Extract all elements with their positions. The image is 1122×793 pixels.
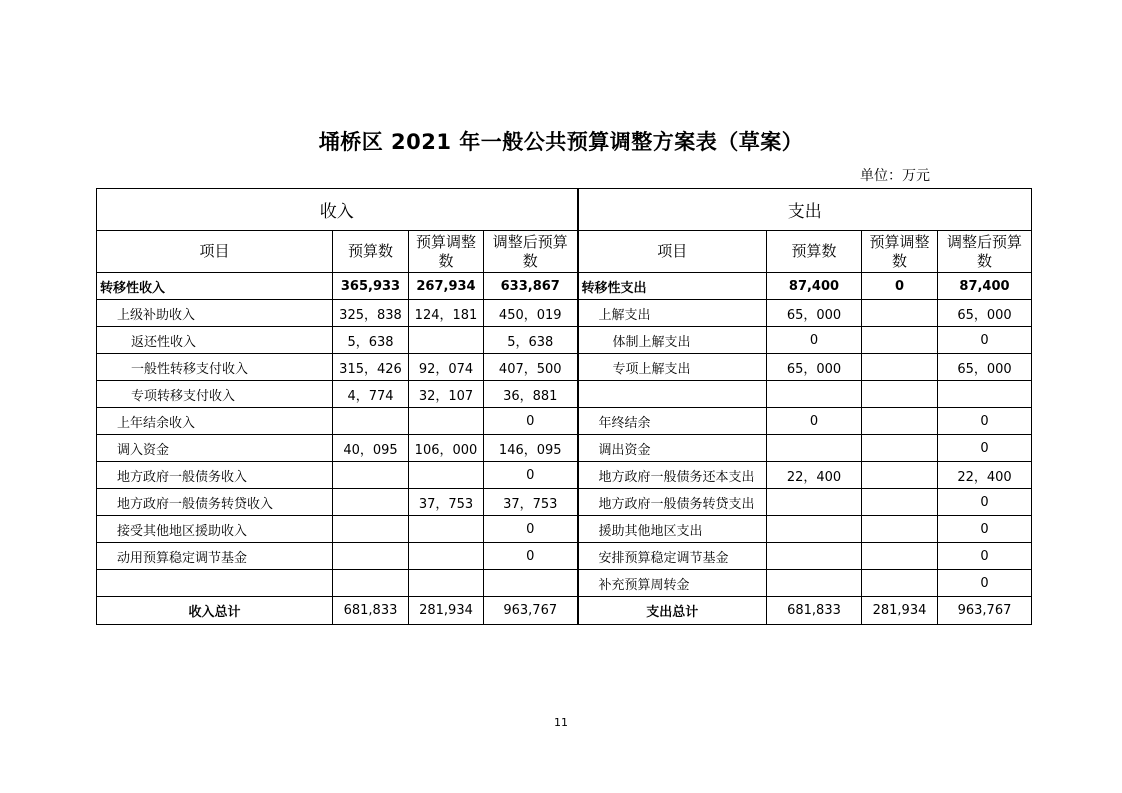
expense-item: 体制上解支出 <box>578 327 767 354</box>
table-row <box>97 381 1032 408</box>
income-budget <box>333 543 409 570</box>
expense-budget <box>767 543 862 570</box>
expense-after: 65，000 <box>938 354 1032 381</box>
income-after: 5，638 <box>484 327 578 354</box>
income-after: 36，881 <box>484 381 578 408</box>
income-item: 专项转移支付收入 <box>97 381 333 408</box>
income-total-label: 收入总计 <box>97 597 333 625</box>
table-row <box>97 354 1032 381</box>
expense-after: 87,400 <box>938 273 1032 300</box>
income-item: 转移性收入 <box>97 273 333 300</box>
expense-budget: 22，400 <box>767 462 862 489</box>
expense-item: 年终结余 <box>578 408 767 435</box>
expense-budget <box>767 489 862 516</box>
expense-item: 专项上解支出 <box>578 354 767 381</box>
expense-budget: 65，000 <box>767 354 862 381</box>
income-item: 接受其他地区援助收入 <box>97 516 333 543</box>
expense-after: 0 <box>938 543 1032 570</box>
income-adjust: 37，753 <box>409 489 484 516</box>
table-row <box>97 408 1032 435</box>
income-adjust <box>409 543 484 570</box>
table-row <box>97 543 1032 570</box>
income-budget: 5，638 <box>333 327 409 354</box>
income-total-adjust: 281,934 <box>409 597 484 625</box>
income-budget-header: 预算数 <box>333 231 409 273</box>
expense-adjust <box>862 300 938 327</box>
expense-adjust <box>862 354 938 381</box>
income-after-header: 调整后预算数 <box>484 231 578 273</box>
expense-budget <box>767 570 862 597</box>
income-budget <box>333 570 409 597</box>
table-row <box>97 462 1032 489</box>
total-row <box>97 597 1032 625</box>
table-row <box>97 489 1032 516</box>
expense-budget <box>767 381 862 408</box>
expense-item: 地方政府一般债务还本支出 <box>578 462 767 489</box>
expense-budget <box>767 516 862 543</box>
income-after: 0 <box>484 543 578 570</box>
table-row <box>97 327 1032 354</box>
income-after: 633,867 <box>484 273 578 300</box>
income-after: 0 <box>484 516 578 543</box>
income-item: 上年结余收入 <box>97 408 333 435</box>
income-item <box>97 570 333 597</box>
expense-item: 转移性支出 <box>578 273 767 300</box>
expense-adjust: 0 <box>862 273 938 300</box>
expense-adjust-header: 预算调整数 <box>862 231 938 273</box>
page-title: 埇桥区 2021 年一般公共预算调整方案表（草案） <box>318 130 804 154</box>
income-adjust: 32，107 <box>409 381 484 408</box>
expense-budget: 0 <box>767 408 862 435</box>
budget-table <box>96 188 1032 625</box>
expense-item: 安排预算稳定调节基金 <box>578 543 767 570</box>
income-item: 一般性转移支付收入 <box>97 354 333 381</box>
income-item: 地方政府一般债务收入 <box>97 462 333 489</box>
income-budget <box>333 462 409 489</box>
income-adjust: 92，074 <box>409 354 484 381</box>
expense-total-after: 963,767 <box>938 597 1032 625</box>
income-item: 返还性收入 <box>97 327 333 354</box>
income-budget <box>333 408 409 435</box>
expense-total-adjust: 281,934 <box>862 597 938 625</box>
income-after <box>484 570 578 597</box>
column-header-row <box>97 231 1032 273</box>
income-item-header: 项目 <box>97 231 333 273</box>
expense-item: 地方政府一般债务转贷支出 <box>578 489 767 516</box>
expense-adjust <box>862 381 938 408</box>
expense-adjust <box>862 408 938 435</box>
expense-after: 0 <box>938 516 1032 543</box>
income-after: 37，753 <box>484 489 578 516</box>
expense-item: 补充预算周转金 <box>578 570 767 597</box>
income-section-label: 收入 <box>97 189 578 231</box>
table-row <box>97 516 1032 543</box>
expense-after: 0 <box>938 489 1032 516</box>
income-adjust <box>409 516 484 543</box>
expense-total-budget: 681,833 <box>767 597 862 625</box>
expense-adjust <box>862 435 938 462</box>
expense-item: 上解支出 <box>578 300 767 327</box>
expense-budget-header: 预算数 <box>767 231 862 273</box>
income-item: 地方政府一般债务转贷收入 <box>97 489 333 516</box>
income-budget: 365,933 <box>333 273 409 300</box>
income-budget: 325，838 <box>333 300 409 327</box>
expense-item-header: 项目 <box>578 231 767 273</box>
income-adjust: 106，000 <box>409 435 484 462</box>
income-after: 0 <box>484 462 578 489</box>
income-budget: 315，426 <box>333 354 409 381</box>
income-adjust: 267,934 <box>409 273 484 300</box>
unit-label: 单位：万元 <box>860 168 930 184</box>
expense-budget <box>767 435 862 462</box>
income-budget: 40，095 <box>333 435 409 462</box>
income-adjust <box>409 327 484 354</box>
expense-section-label: 支出 <box>578 189 1032 231</box>
expense-adjust <box>862 543 938 570</box>
expense-item <box>578 381 767 408</box>
income-adjust <box>409 408 484 435</box>
expense-after <box>938 381 1032 408</box>
income-item: 动用预算稳定调节基金 <box>97 543 333 570</box>
expense-after: 0 <box>938 435 1032 462</box>
table-row <box>97 570 1032 597</box>
page-number: 11 <box>554 716 568 729</box>
expense-after: 65，000 <box>938 300 1032 327</box>
income-adjust: 124，181 <box>409 300 484 327</box>
income-after: 450，019 <box>484 300 578 327</box>
income-item: 调入资金 <box>97 435 333 462</box>
expense-adjust <box>862 327 938 354</box>
income-budget: 4，774 <box>333 381 409 408</box>
expense-adjust <box>862 489 938 516</box>
income-after: 0 <box>484 408 578 435</box>
expense-budget: 87,400 <box>767 273 862 300</box>
income-total-budget: 681,833 <box>333 597 409 625</box>
table-row <box>97 273 1032 300</box>
expense-item: 援助其他地区支出 <box>578 516 767 543</box>
income-adjust <box>409 570 484 597</box>
table-row <box>97 300 1032 327</box>
expense-after: 0 <box>938 327 1032 354</box>
income-after: 407，500 <box>484 354 578 381</box>
expense-item: 调出资金 <box>578 435 767 462</box>
expense-budget: 65，000 <box>767 300 862 327</box>
expense-adjust <box>862 516 938 543</box>
income-adjust <box>409 462 484 489</box>
expense-after-header: 调整后预算数 <box>938 231 1032 273</box>
expense-after: 22，400 <box>938 462 1032 489</box>
income-total-after: 963,767 <box>484 597 578 625</box>
expense-total-label: 支出总计 <box>578 597 767 625</box>
section-header-row <box>97 189 1032 231</box>
expense-budget: 0 <box>767 327 862 354</box>
income-adjust-header: 预算调整数 <box>409 231 484 273</box>
expense-adjust <box>862 570 938 597</box>
expense-adjust <box>862 462 938 489</box>
income-item: 上级补助收入 <box>97 300 333 327</box>
income-after: 146，095 <box>484 435 578 462</box>
expense-after: 0 <box>938 570 1032 597</box>
income-budget <box>333 516 409 543</box>
expense-after: 0 <box>938 408 1032 435</box>
income-budget <box>333 489 409 516</box>
table-row <box>97 435 1032 462</box>
